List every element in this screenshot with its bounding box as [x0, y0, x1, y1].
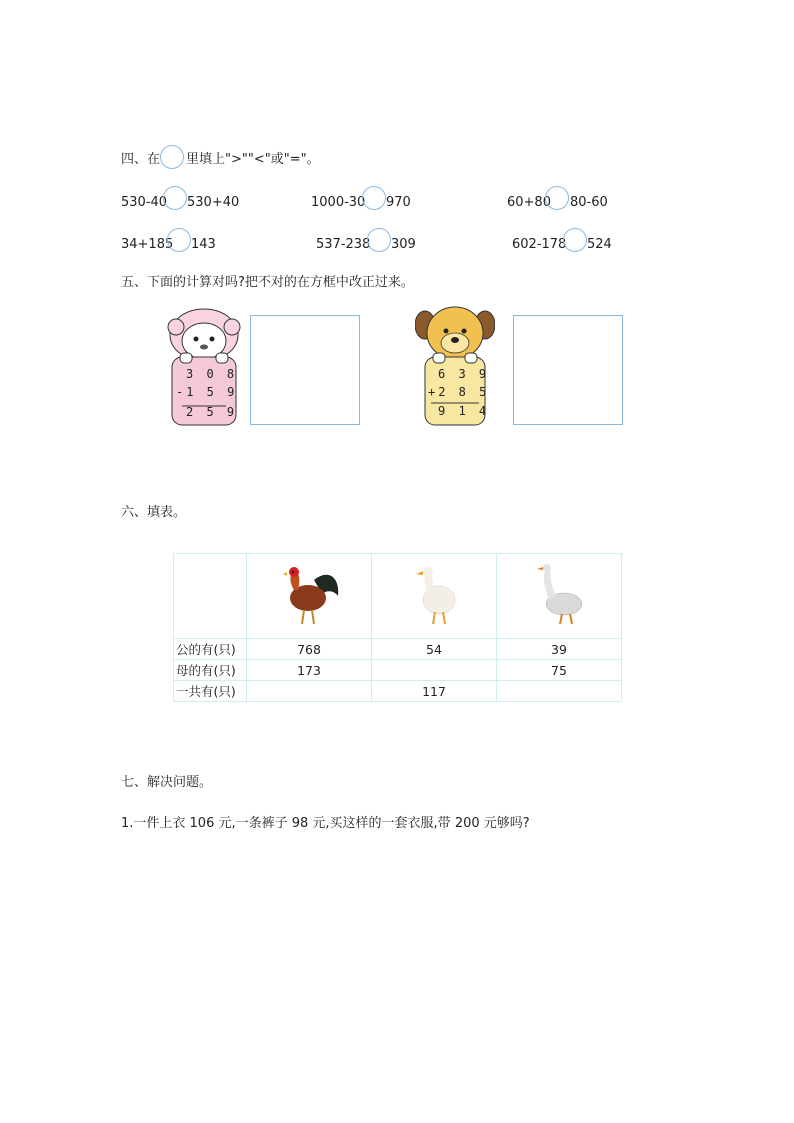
- section4-title-suffix: 里填上">""<"或"="。: [186, 152, 320, 167]
- goose-cell: [497, 554, 622, 639]
- compare-circle-3[interactable]: [545, 186, 569, 210]
- compare-left-3: 60+80: [507, 195, 551, 210]
- row-label: 母的有(只): [174, 660, 247, 681]
- duck-icon: [399, 560, 469, 630]
- compare-circle-6[interactable]: [563, 228, 587, 252]
- row-label: 公的有(只): [174, 639, 247, 660]
- rooster-icon: [274, 560, 344, 630]
- section6-title: 六、填表。: [121, 505, 187, 520]
- calc2-result: 9 1 4: [438, 404, 490, 418]
- compare-circle-4[interactable]: [167, 228, 191, 252]
- dog-icon: [415, 307, 495, 359]
- table-cell-blank[interactable]: [247, 681, 372, 702]
- calc2-mid: +2 8 5: [428, 385, 490, 399]
- calc1-result: 2 5 9: [186, 405, 238, 419]
- compare-right-5: 309: [391, 237, 416, 252]
- section5-title: 五、下面的计算对吗?把不对的在方框中改正过来。: [121, 275, 414, 290]
- compare-left-1: 530-40: [121, 195, 168, 210]
- compare-right-2: 970: [386, 195, 411, 210]
- table-cell: 117: [372, 681, 497, 702]
- goose-icon: [524, 560, 594, 630]
- section4-title: [121, 152, 320, 168]
- question-1: 1.一件上衣 106 元,一条裤子 98 元,买这样的一套衣服,带 200 元够吗?: [121, 816, 530, 831]
- table-cell: 768: [247, 639, 372, 660]
- table-header-row: [174, 554, 622, 639]
- table-corner-cell: [174, 554, 247, 639]
- table-cell-blank[interactable]: [497, 681, 622, 702]
- duck-cell: [372, 554, 497, 639]
- correction-box-2[interactable]: [513, 315, 623, 425]
- table-row: [174, 639, 622, 660]
- calc1-top: 3 0 8: [186, 367, 238, 381]
- section7-title: 七、解决问题。: [121, 775, 213, 790]
- animal-table: [173, 553, 622, 702]
- section4-title-prefix: 四、在: [121, 152, 161, 167]
- compare-right-4: 143: [191, 237, 216, 252]
- rooster-cell: [247, 554, 372, 639]
- table-cell: 39: [497, 639, 622, 660]
- table-row: [174, 681, 622, 702]
- table-cell-blank[interactable]: [372, 660, 497, 681]
- compare-left-6: 602-178: [512, 237, 567, 252]
- compare-circle-2[interactable]: [362, 186, 386, 210]
- compare-circle-1[interactable]: [163, 186, 187, 210]
- compare-right-6: 524: [587, 237, 612, 252]
- table-cell: 75: [497, 660, 622, 681]
- compare-left-2: 1000-30: [311, 195, 366, 210]
- table-cell: 173: [247, 660, 372, 681]
- calc1-mid: -1 5 9: [176, 385, 238, 399]
- compare-right-1: 530+40: [187, 195, 240, 210]
- answer-circle-sample: [160, 145, 184, 169]
- calc2-top: 6 3 9: [438, 367, 490, 381]
- compare-left-5: 537-238: [316, 237, 371, 252]
- correction-box-1[interactable]: [250, 315, 360, 425]
- table-cell: 54: [372, 639, 497, 660]
- compare-left-4: 34+185: [121, 237, 174, 252]
- compare-right-3: 80-60: [570, 195, 608, 210]
- table-row: [174, 660, 622, 681]
- sheep-icon: [168, 309, 240, 361]
- row-label: 一共有(只): [174, 681, 247, 702]
- compare-circle-5[interactable]: [367, 228, 391, 252]
